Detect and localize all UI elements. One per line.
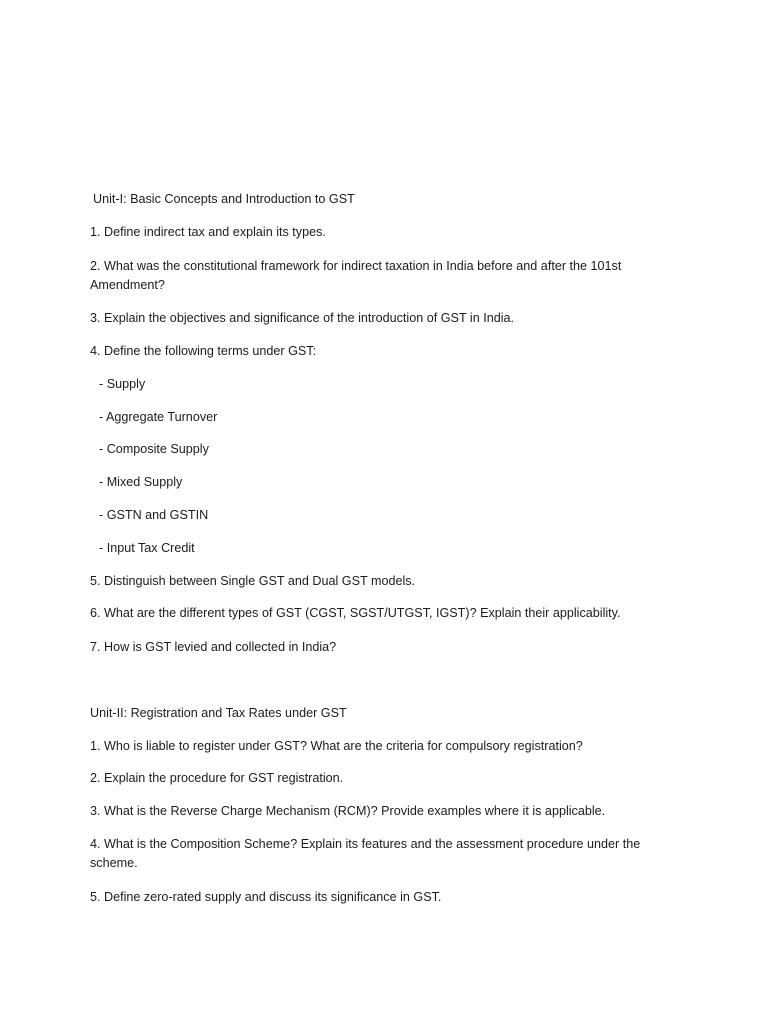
term-list-item: - Composite Supply [99, 442, 209, 456]
unit1-heading: Unit-I: Basic Concepts and Introduction to GST [93, 192, 355, 206]
unit2-question-4: 4. What is the Composition Scheme? Explain its features and the assessment procedure under the scheme. [90, 837, 641, 870]
unit1-question-7: 7. How is GST levied and collected in India? [90, 640, 337, 654]
unit1-question-5: 5. Distinguish between Single GST and Dual GST models. [90, 574, 416, 588]
unit1-question-3: 3. Explain the objectives and significance of the introduction of GST in India. [90, 311, 515, 325]
term-list-item: - GSTN and GSTIN [99, 508, 209, 522]
unit2-question-5: 5. Define zero-rated supply and discuss its significance in GST. [90, 890, 442, 904]
unit1-question-6: 6. What are the different types of GST (CGST, SGST/UTGST, IGST)? Explain their applicability. [90, 606, 621, 620]
term-list-item: - Mixed Supply [99, 475, 183, 489]
unit2-question-2: 2. Explain the procedure for GST registration. [90, 771, 344, 785]
term-list-item: - Input Tax Credit [99, 541, 195, 555]
unit2-question-3: 3. What is the Reverse Charge Mechanism (RCM)? Provide examples where it is applicable. [90, 804, 606, 818]
unit1-question-4: 4. Define the following terms under GST: [90, 344, 317, 358]
unit2-question-1: 1. Who is liable to register under GST? What are the criteria for compulsory registration? [90, 739, 583, 753]
unit1-question-2: 2. What was the constitutional framework for indirect taxation in India before and after the 101st Amendment? [90, 259, 622, 292]
unit2-heading: Unit-II: Registration and Tax Rates under GST [90, 706, 347, 720]
unit1-question-1: 1. Define indirect tax and explain its types. [90, 225, 326, 239]
term-list-item: - Aggregate Turnover [99, 410, 218, 424]
term-list-item: - Supply [99, 377, 146, 391]
